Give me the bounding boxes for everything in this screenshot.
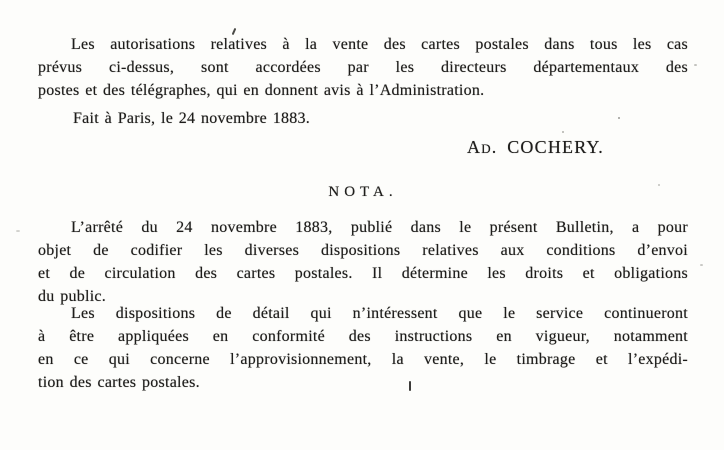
- paragraph-line: objet de codifier les diverses dispositions relatives aux conditions d’envoi: [38, 242, 688, 259]
- signature-surname: COCHERY.: [507, 137, 604, 157]
- paragraph-line: postes et des télégraphes, qui en donnent avis à l’Administration.: [38, 82, 485, 99]
- paragraph-line: en ce qui concerne l’approvisionnement, la vente, le timbrage et l’expédi-: [38, 351, 688, 368]
- paragraph-line: L’arrêté du 24 novembre 1883, publié dans le présent Bulletin, a pour: [71, 219, 688, 236]
- dateline-paris-1883: Fait à Paris, le 24 novembre 1883.: [73, 110, 311, 127]
- signature-cochery: [38, 136, 688, 159]
- paragraph-sale-authorizations: [38, 33, 688, 102]
- paragraph-line: du public.: [38, 288, 106, 305]
- scan-speck: [16, 230, 20, 232]
- paragraph-line: Les dispositions de détail qui n’intéressent que le service continueront: [71, 305, 688, 322]
- scan-speck: [409, 381, 411, 391]
- paragraph-line: prévus ci-dessus, sont accordées par les directeurs départementaux des: [38, 59, 688, 76]
- paragraph-line: tion des cartes postales.: [38, 374, 200, 391]
- paragraph-line: et de circulation des cartes postales. Il détermine les droits et obligations: [38, 265, 688, 282]
- scan-speck: [618, 117, 620, 119]
- scan-speck: [562, 131, 564, 133]
- paragraph-line: à être appliquées en conformité des instructions en vigueur, notamment: [38, 328, 688, 345]
- scan-speck: [700, 264, 703, 266]
- scan-speck: [658, 184, 660, 186]
- scan-speck: [694, 64, 697, 66]
- paragraph-arrete-codification: [38, 216, 688, 308]
- nota-heading: NOTA.: [328, 184, 398, 200]
- paragraph-service-dispositions: [38, 302, 688, 394]
- signature-given-name: Ad.: [467, 137, 498, 157]
- paragraph-line: Les autorisations relatives à la vente des cartes postales dans tous les cas: [71, 36, 688, 53]
